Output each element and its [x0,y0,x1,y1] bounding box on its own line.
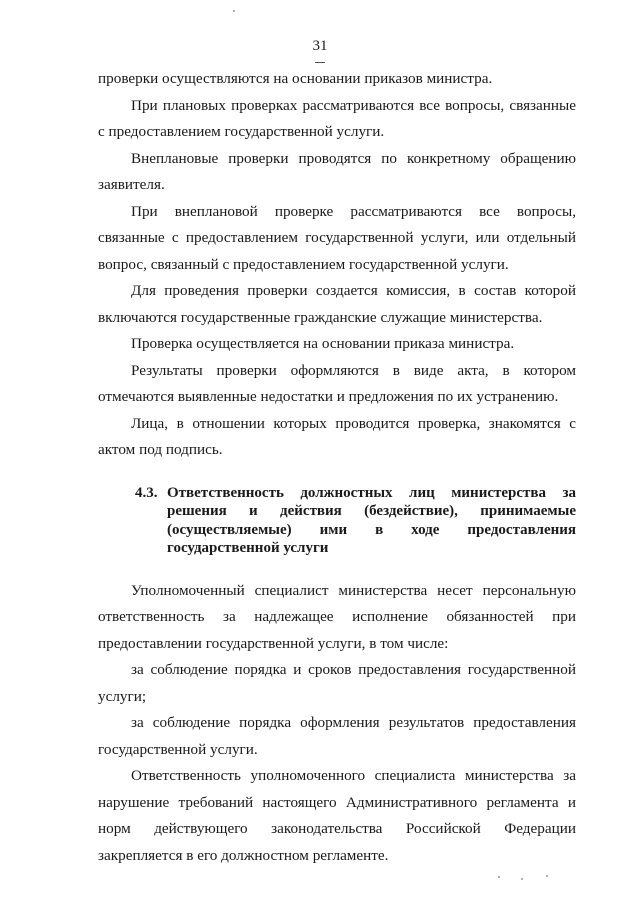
section-paragraph-1: Уполномоченный специалист министерства несет персональную ответственность за надлежащее исполнение обязанностей при предоставлении государственной услуги, в том числе: [98,581,576,652]
scan-speck [521,878,523,880]
paragraph-4: При внеплановой проверке рассматриваются все вопросы, связанные с предоставлением государственной услуги, или отдельный вопрос, связанный с предоставлением государственной услуги. [98,202,576,273]
paragraph-8: Лица, в отношении которых проводится проверка, знакомятся с актом под подпись. [98,414,576,458]
paragraph-6: Проверка осуществляется на основании приказа министра. [131,335,515,352]
section-paragraph-4: Ответственность уполномоченного специалиста министерства за нарушение требований настоящего Административного регламента и норм действующего законодательства Российской Федерации закрепляется в его должностном регламенте. [98,767,576,864]
paragraph-3: Внеплановые проверки проводятся по конкретному обращению заявителя. [98,149,576,193]
scan-speck [233,10,235,12]
document-body [98,66,576,869]
section-paragraph-2: за соблюдение порядка и сроков предоставления государственной услуги; [98,661,576,705]
paragraph-1: проверки осуществляются на основании приказов министра. [98,70,493,87]
section-number: 4.3. [135,484,158,501]
header-dash [315,62,325,63]
section-paragraph-3: за соблюдение порядка оформления результатов предоставления государственной услуги. [98,714,576,758]
section-title: Ответственность должностных лиц министерства за решения и действия (бездействие), принимаемые (осуществляемые) ими в ходе предоставления государственной услуги [167,484,576,556]
page-number: 31 [312,38,328,54]
scan-speck [498,876,500,878]
section-heading [135,484,576,558]
paragraph-7: Результаты проверки оформляются в виде акта, в котором отмечаются выявленные недостатки и предложения по их устранению. [98,361,576,405]
scan-speck [546,875,548,877]
paragraph-2: При плановых проверках рассматриваются все вопросы, связанные с предоставлением государственной услуги. [98,96,576,140]
paragraph-5: Для проведения проверки создается комиссия, в состав которой включаются государственные гражданские служащие министерства. [98,282,576,326]
